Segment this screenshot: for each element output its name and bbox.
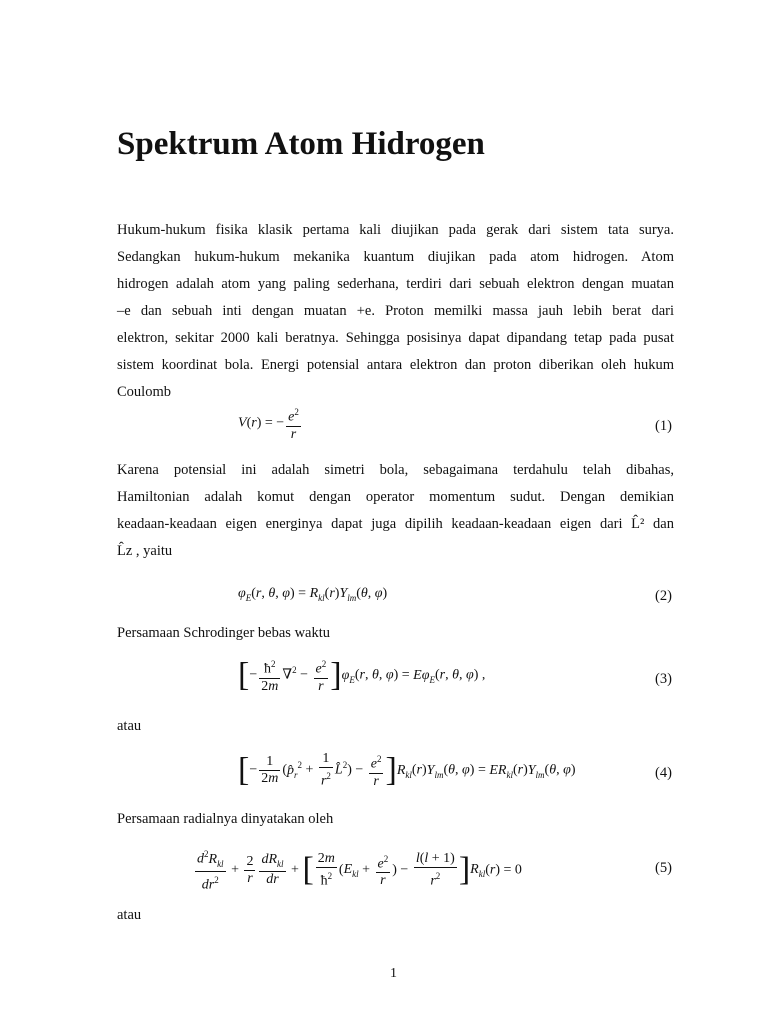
text-line: atau xyxy=(117,907,142,923)
text-line: Sedangkan hukum-hukum mekanika kuantum diujikan pada atom hidrogen. Atom xyxy=(117,249,674,265)
text-line: elektron, sekitar 2000 kali beratnya. Sehingga posisinya dapat dipandang tetap pada pusat xyxy=(117,330,674,346)
text-line: Hukum-hukum fisika klasik pertama kali diujikan pada gerak dari sistem tata surya. xyxy=(117,222,674,238)
equation-1: V(r) = − $\frac{e^2}{r}$ xyxy=(238,404,303,443)
text-line: Karena potensial ini adalah simetri bola, sebagaimana terdahulu telah dibahas, xyxy=(117,462,674,478)
paragraph-atau-2 xyxy=(117,902,674,929)
paragraph-schrodinger xyxy=(117,620,674,647)
text-line: atau xyxy=(117,718,142,734)
text-line: hidrogen adalah atom yang paling sederhana, terdiri dari sebuah elektron dengan muatan xyxy=(117,276,674,292)
equation-number: (5) xyxy=(655,860,672,876)
page-title: Spektrum Atom Hidrogen xyxy=(117,126,485,162)
equation-number: (1) xyxy=(655,418,672,434)
text-line: Hamiltonian adalah komut dengan operator momentum sudut. Dengan demikian xyxy=(117,489,674,505)
paragraph-radial xyxy=(117,806,674,833)
paragraph-intro xyxy=(117,217,674,406)
equation-5: $\frac{d^2R_{kl}}{dr^2}$ + $\frac{2}{r}$ $\frac{dR_{kl}}{dr}$ + [ $\frac{2m}{ħ^2}$ ($E_{kl}$ + $\frac{e^2}{r}$ ) − $\frac{l(l + 1)}{r^2}$ ]$R_{kl}(r) = 0$ xyxy=(193,846,522,894)
equation-4: [− $\frac{1}{2m}$ ($p̂_r^2$ + $\frac{1}{r^2}$ L̂$^2$) − $\frac{e^2}{r}$ ]$R_{kl}(r)Y_{lm}(\theta$, $\varphi) = ER_{kl}(r)Y_{lm}(\theta$, φ) xyxy=(238,751,576,789)
equation-number: (4) xyxy=(655,765,672,781)
page-number: 1 xyxy=(390,966,397,981)
equation-3: [− $\frac{ħ^2}{2m}$ ∇$^2$ − $\frac{e^2}{r}$ ]$\varphi_E(r$, θ, $\varphi) = E\varphi_E(r$, θ, φ) , xyxy=(238,656,486,694)
paragraph-symmetry xyxy=(117,457,674,565)
text-line: Coulomb xyxy=(117,384,171,400)
equation-number: (3) xyxy=(655,671,672,687)
text-line: Persamaan radialnya dinyatakan oleh xyxy=(117,811,334,827)
equation-2: $\varphi_E(r$, θ, $\varphi) = R_{kl}(r)Y_{lm}(\theta$, φ) xyxy=(238,586,388,603)
text-line: keadaan-keadaan eigen energinya dapat juga dipilih keadaan-keadaan eigen dari L̂² dan xyxy=(117,516,674,532)
paragraph-atau-1 xyxy=(117,713,674,740)
equation-number: (2) xyxy=(655,588,672,604)
text-line: –e dan sebuah inti dengan muatan +e. Proton memilki massa jauh lebih berat dari xyxy=(117,303,674,319)
text-line: Persamaan Schrodinger bebas waktu xyxy=(117,625,331,641)
text-line: sistem koordinat bola. Energi potensial antara elektron dan proton diberikan oleh hukum xyxy=(117,357,674,373)
text-line: L̂z , yaitu xyxy=(117,543,173,559)
